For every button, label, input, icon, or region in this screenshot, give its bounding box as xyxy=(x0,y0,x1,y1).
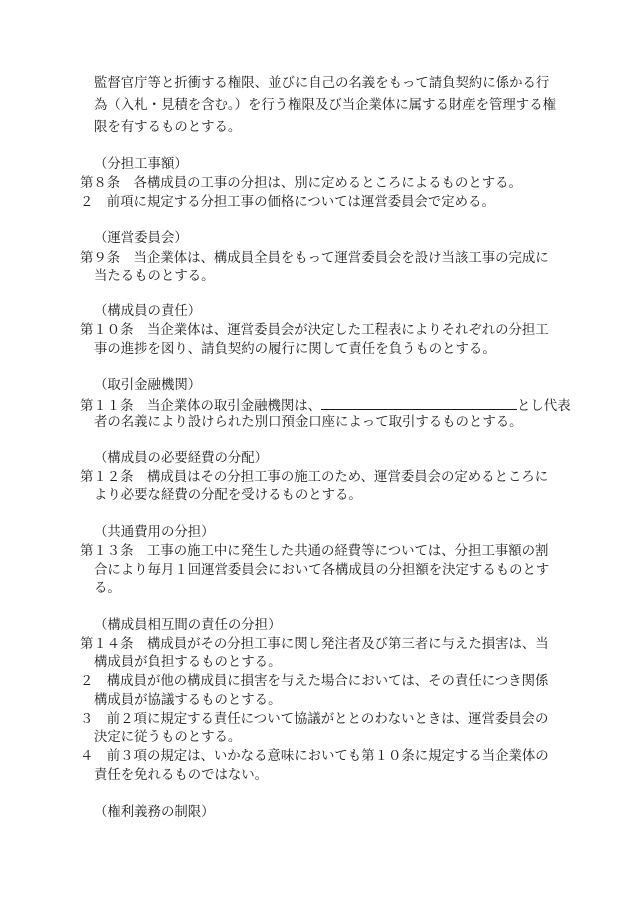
article-11-line-1-pre: 第１１条 当企業体の取引金融機関は、 xyxy=(80,399,322,414)
article-10-heading: （構成員の責任） xyxy=(94,304,202,319)
article-14-line-2: 構成員が負担するものとする。 xyxy=(94,655,282,670)
article-10-line-1: 第１０条 当企業体は、運営委員会が決定した工程表によりそれぞれの分担工 xyxy=(80,323,549,338)
article-13-line-3: る。 xyxy=(94,581,121,596)
article-8-paragraph-2: ２ 前項に規定する分担工事の価格については運営委員会で定める。 xyxy=(80,195,495,210)
article-8-text: 第８条 各構成員の工事の分担は、別に定めるところによるものとする。 xyxy=(80,176,522,191)
article-14-paragraph-2-line-1: ２ 構成員が他の構成員に損害を与えた場合においては、その責任につき関係 xyxy=(80,674,549,689)
article-14-line-1: 第１４条 構成員がその分担工事に関し発注者及び第三者に与えた損害は、当 xyxy=(80,637,549,652)
article-14-paragraph-3-line-1: ３ 前２項に規定する責任について協議がととのわないときは、運営委員会の xyxy=(80,712,549,727)
article-11-line-1-post: とし代表 xyxy=(517,399,571,414)
article-13-line-2: 合により毎月１回運営委員会において各構成員の分担額を決定するものとす xyxy=(94,563,550,578)
article-9-line-2: 当たるものとする。 xyxy=(94,269,215,284)
article-10-line-2: 事の進捗を図り、請負契約の履行に関して責任を負うものとする。 xyxy=(94,342,496,357)
article-14-heading: （構成員相互間の責任の分担） xyxy=(94,618,282,633)
article-9-heading: （運営委員会） xyxy=(94,231,188,246)
article-8-heading: （分担工事額） xyxy=(94,157,188,172)
article-14-paragraph-2-line-2: 構成員が協議するものとする。 xyxy=(94,693,282,708)
article-11-heading: （取引金融機関） xyxy=(94,378,202,393)
intro-line-1: 監督官庁等と折衝する権限、並びに自己の名義をもって請負契約に係かる行 xyxy=(94,76,550,91)
article-12-line-1: 第１２条 構成員はその分担工事の施工のため、運営委員会の定めるところに xyxy=(80,470,549,485)
intro-line-2: 為（入札・見積を含む。）を行う権限及び当企業体に属する財産を管理する権 xyxy=(94,98,556,113)
article-15-heading: （権利義務の制限） xyxy=(94,805,215,820)
article-11-line-2: 者の名義により設けられた別口預金口座によって取引するものとする。 xyxy=(94,415,523,430)
article-13-heading: （共通費用の分担） xyxy=(94,525,215,540)
article-14-paragraph-4-line-1: ４ 前３項の規定は、いかなる意味においても第１０条に規定する当企業体の xyxy=(80,749,549,764)
article-13-line-1: 第１３条 工事の施工中に発生した共通の経費等については、分担工事額の割 xyxy=(80,544,549,559)
article-14-paragraph-4-line-2: 責任を免れるものではない。 xyxy=(94,768,269,783)
article-12-line-2: より必要な経費の分配を受けるものとする。 xyxy=(94,488,362,503)
article-12-heading: （構成員の必要経費の分配） xyxy=(94,451,269,466)
intro-line-3: 限を有するものとする。 xyxy=(94,120,242,135)
article-11-line-1 xyxy=(80,396,571,416)
article-9-line-1: 第９条 当企業体は、構成員全員をもって運営委員会を設け当該工事の完成に xyxy=(80,251,549,266)
article-14-paragraph-3-line-2: 決定に従うものとする。 xyxy=(94,730,242,745)
bank-name-blank xyxy=(321,396,517,410)
